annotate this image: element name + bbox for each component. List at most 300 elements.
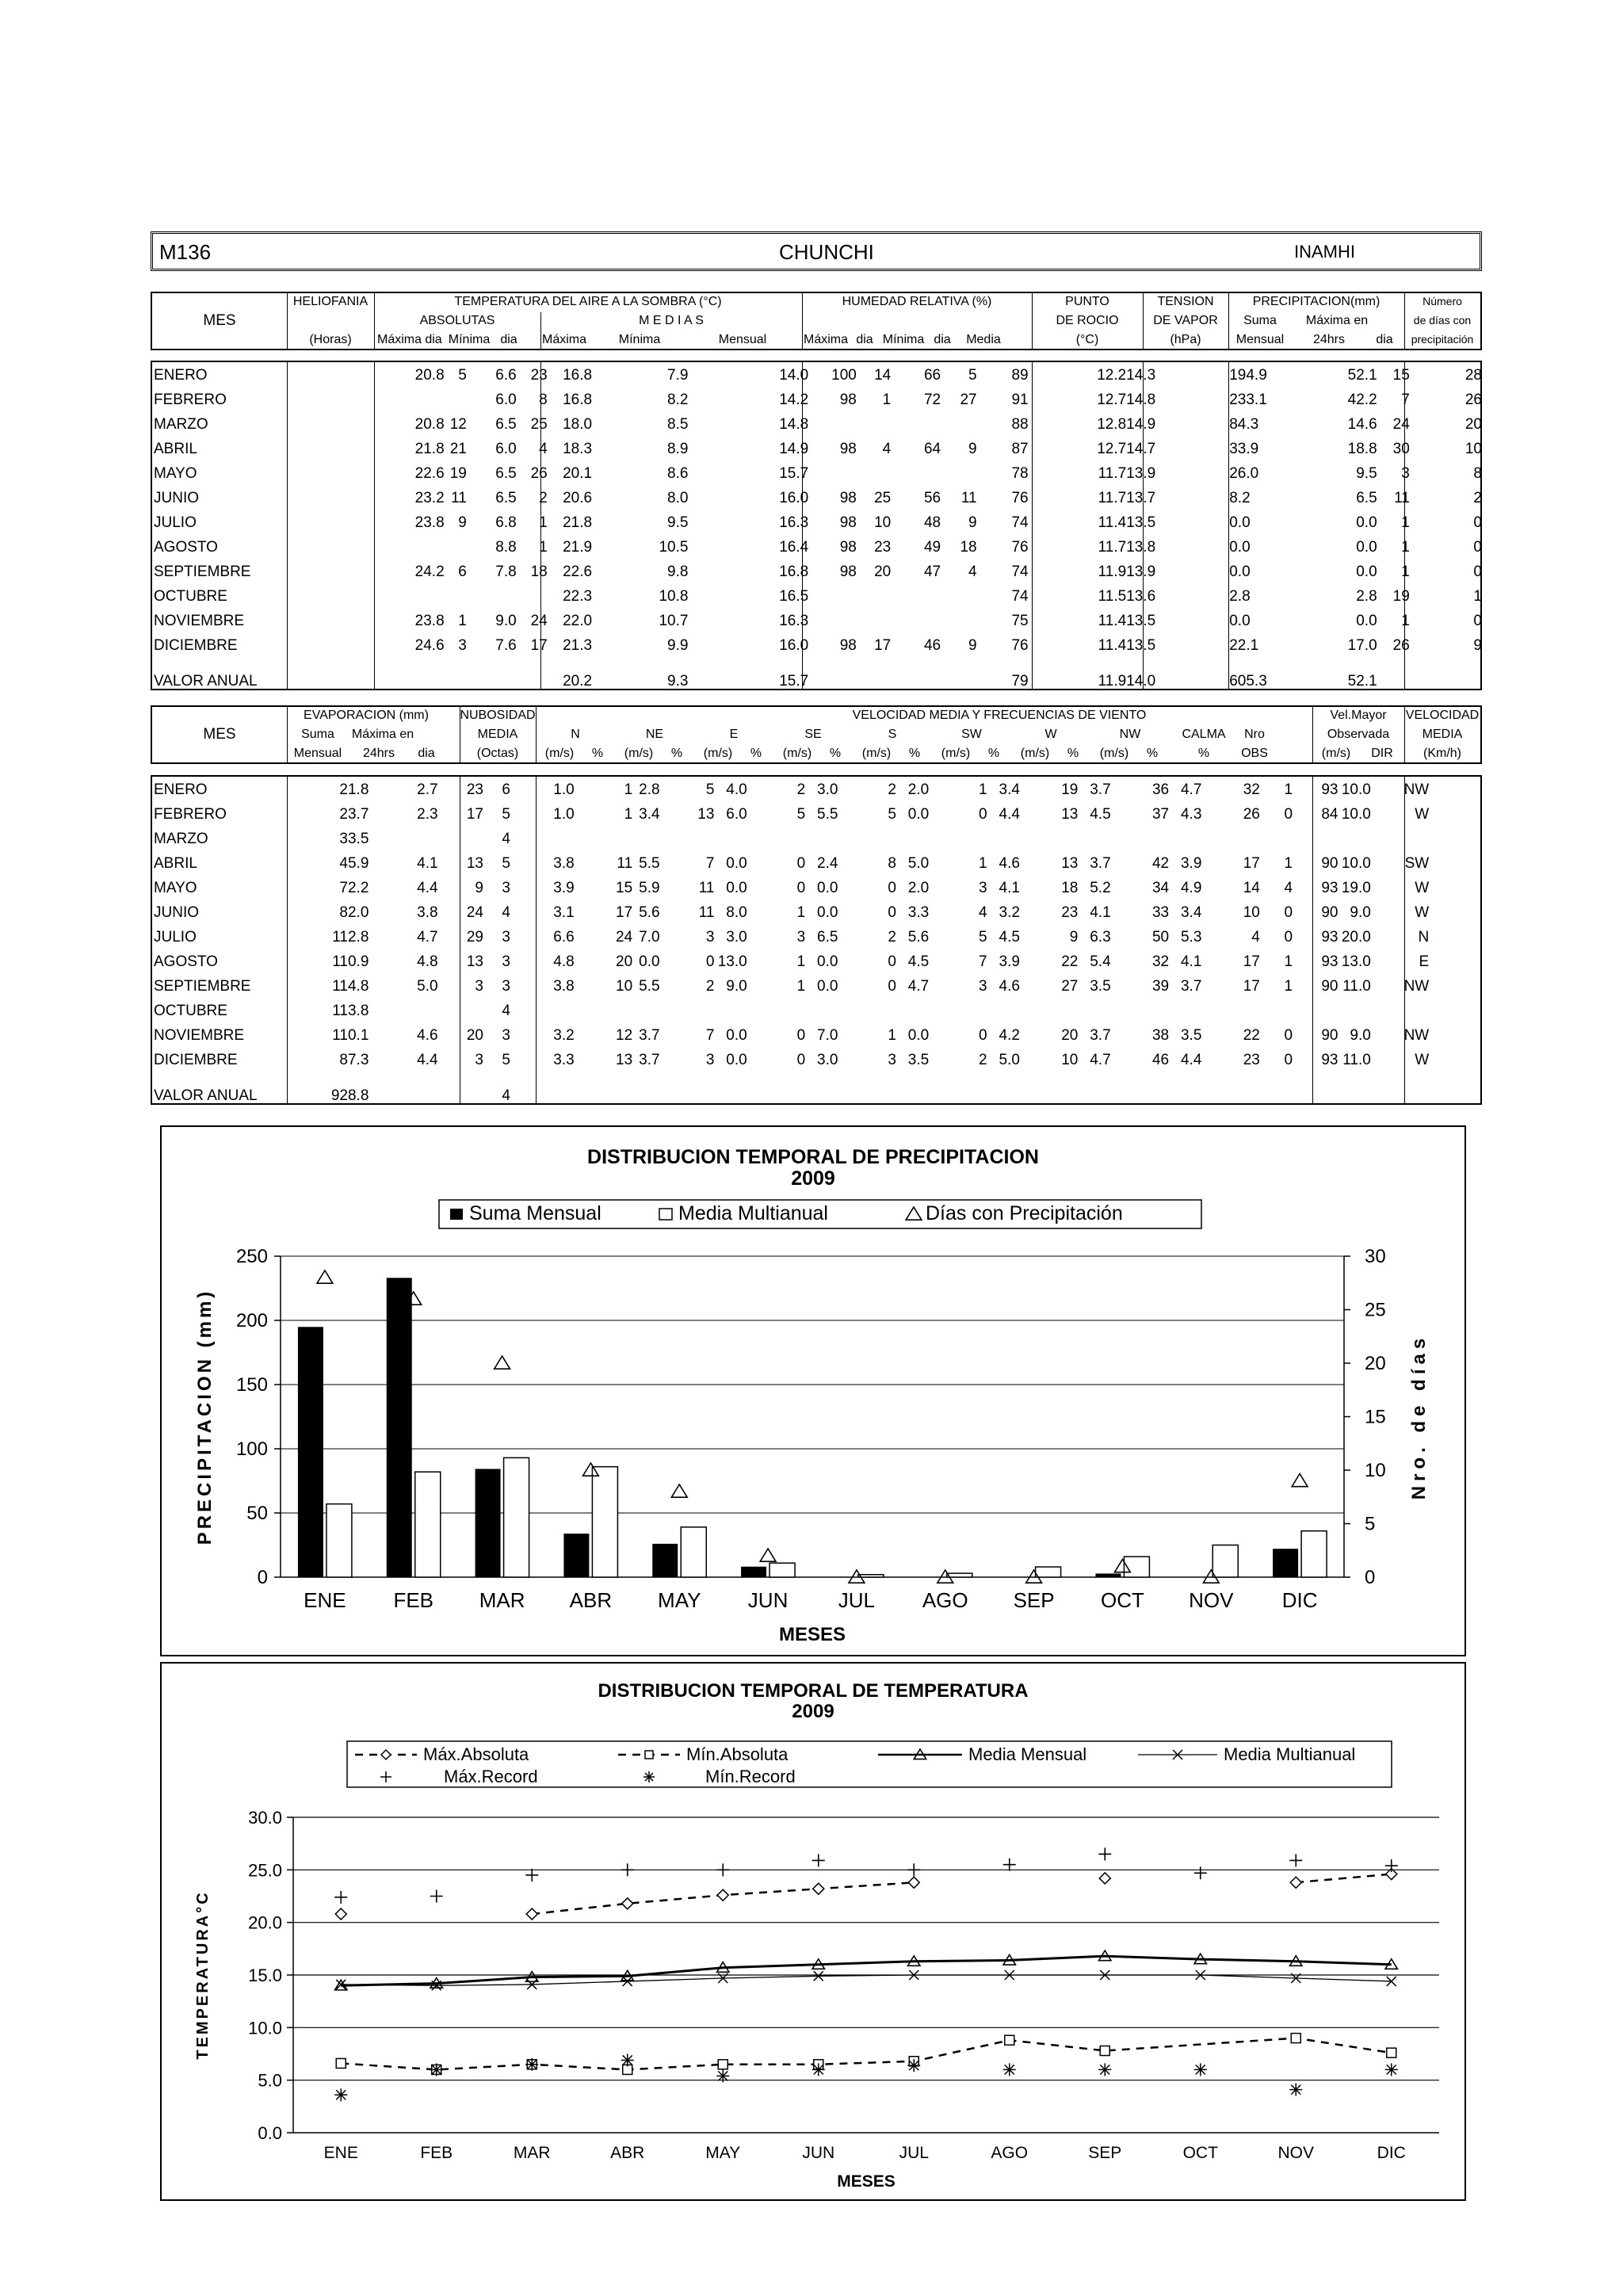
- cell: [1371, 1072, 1429, 1105]
- cell: 32: [1243, 781, 1260, 798]
- th: MEDIA: [1422, 728, 1463, 741]
- th: %: [987, 747, 1000, 760]
- cell: 1: [1401, 563, 1410, 580]
- cell: 4.9: [1180, 879, 1202, 896]
- cell: [438, 1072, 483, 1105]
- cell: 23: [530, 366, 548, 384]
- wind-dir-header: NE: [645, 728, 664, 741]
- cell: [808, 609, 857, 633]
- x-tick-label: MAY: [658, 1588, 701, 1612]
- cell: [391, 584, 444, 609]
- cell: 0.0: [726, 854, 747, 872]
- cell: [929, 1072, 987, 1105]
- cell: [805, 1072, 838, 1105]
- cell: [296, 363, 391, 388]
- th: Máxima en: [1305, 314, 1369, 327]
- cell: 22.6: [563, 563, 593, 580]
- cell: 98: [839, 636, 857, 654]
- x-tick-label: JUL: [899, 2144, 929, 2162]
- cell: 13: [1061, 854, 1079, 872]
- cell: [575, 999, 632, 1023]
- spacer: [1148, 510, 1229, 535]
- cell: 3.5: [907, 1051, 930, 1068]
- table-row: [151, 851, 1482, 876]
- cell: 18: [530, 563, 548, 580]
- cell: 4.1: [999, 879, 1020, 896]
- cell: 17: [1243, 953, 1260, 970]
- legend-label: Días con Precipitación: [926, 1202, 1123, 1224]
- cell: 3: [979, 977, 987, 995]
- cell: [1429, 999, 1482, 1023]
- th: Mensual: [718, 333, 767, 346]
- marker-min-absoluta: [336, 2058, 346, 2068]
- cell: [1429, 1023, 1482, 1048]
- cell: [1169, 999, 1201, 1023]
- cell: 38: [1151, 1026, 1170, 1044]
- cell: [296, 584, 391, 609]
- cell: 15.7: [779, 464, 809, 482]
- cell: 7.8: [495, 563, 517, 580]
- cell: [296, 609, 391, 633]
- th: %: [591, 747, 604, 760]
- cell: 10: [874, 514, 892, 531]
- cell: [857, 461, 891, 486]
- x-tick-label: FEB: [420, 2144, 453, 2162]
- cell: 3.7: [639, 1026, 660, 1044]
- cell: 6.5: [495, 415, 517, 433]
- evap-header: EVAPORACION (mm): [304, 709, 429, 722]
- cell: 4.6: [999, 854, 1020, 872]
- cell: 11.9: [1098, 563, 1127, 580]
- cell: 20.8: [414, 415, 445, 433]
- bar-suma-mensual: [563, 1534, 589, 1577]
- cell: 0.0: [907, 805, 930, 823]
- cell: 23.8: [414, 514, 445, 531]
- cell: [747, 1072, 805, 1105]
- cell: 22: [1061, 953, 1079, 970]
- cell: [805, 827, 838, 851]
- y2-axis-label: Nro. de días: [1408, 1333, 1430, 1500]
- cell: 3.7: [1090, 1026, 1111, 1044]
- cell: 11.7: [1098, 538, 1127, 556]
- cell: 5: [502, 854, 510, 872]
- cell: 4.5: [1090, 805, 1111, 823]
- th: (Octas): [476, 747, 519, 760]
- bar-media-multianual: [1124, 1557, 1149, 1577]
- cell: 4.1: [1180, 953, 1202, 970]
- cell: 8: [539, 391, 548, 408]
- cell: 4.6: [417, 1026, 438, 1044]
- station-header: [151, 231, 1482, 271]
- marker-dias-precipitacion: [1292, 1474, 1308, 1487]
- cell: 0.0: [1356, 612, 1377, 629]
- x-tick-label: AGO: [991, 2144, 1029, 2162]
- cell: 3.9: [1180, 854, 1202, 872]
- cell: 17: [466, 805, 483, 823]
- cell: 4.7: [1090, 1051, 1111, 1068]
- th: Mensual: [293, 747, 342, 760]
- cell: 74: [1011, 563, 1029, 580]
- cell: 14: [874, 366, 892, 384]
- x-tick-label: ENE: [304, 1588, 346, 1612]
- cell: 13.6: [1126, 587, 1156, 605]
- cell: [369, 999, 437, 1023]
- cell: 9: [1069, 928, 1079, 946]
- chart-legend: [439, 1200, 1201, 1228]
- cell: 14.3: [1126, 366, 1156, 384]
- cell: 13.0: [1341, 953, 1371, 970]
- cell: [1111, 1072, 1169, 1105]
- cell: [891, 461, 941, 486]
- cell: NW: [1403, 781, 1430, 798]
- cell: 26.0: [1229, 464, 1259, 482]
- y2-tick-label: 10: [1365, 1460, 1386, 1481]
- cell: 114.8: [332, 977, 369, 995]
- cell: 1: [624, 805, 633, 823]
- cell: 14.6: [1347, 415, 1377, 433]
- marker-dias-precipitacion: [671, 1484, 687, 1497]
- wind-dir-header: NW: [1119, 728, 1141, 741]
- cell: [575, 827, 632, 851]
- cell: 3: [502, 879, 510, 896]
- table1: [151, 363, 1482, 690]
- cell: 0: [1284, 904, 1293, 921]
- cell: 18.3: [563, 440, 593, 457]
- cell: [296, 412, 391, 437]
- bar-media-multianual: [592, 1467, 617, 1577]
- bar-suma-mensual: [652, 1544, 678, 1577]
- th: (m/s): [624, 747, 654, 760]
- cell: 19: [449, 464, 467, 482]
- bar-media-multianual: [858, 1575, 884, 1577]
- cell: 3.5: [1180, 1026, 1202, 1044]
- cell: 9: [968, 440, 977, 457]
- cell: 0: [1284, 1051, 1293, 1068]
- cell: 1.0: [553, 805, 575, 823]
- wind-dir-header: SW: [961, 728, 982, 741]
- marker-min-absoluta: [718, 2060, 727, 2069]
- cell: 1: [796, 953, 806, 970]
- cell: 0: [979, 805, 987, 823]
- th: Máxima: [803, 333, 848, 346]
- cell: 9.3: [667, 673, 689, 690]
- cell: 5: [502, 1051, 510, 1068]
- cell: 1: [1284, 781, 1293, 798]
- cell: [1293, 1072, 1338, 1105]
- cell: 1: [888, 1026, 896, 1044]
- cell: 47: [923, 563, 941, 580]
- cell: 14.9: [779, 440, 809, 457]
- table-row: [151, 510, 1482, 535]
- cell: 98: [839, 489, 857, 506]
- chart-subtitle: 2009: [791, 1167, 835, 1190]
- cell: 11.0: [1342, 977, 1371, 995]
- x-tick-label: NOV: [1189, 1588, 1234, 1612]
- cell: 13.0: [717, 953, 747, 970]
- bar-media-multianual: [681, 1527, 706, 1577]
- cell: [1429, 827, 1482, 851]
- cell: 46: [923, 636, 941, 654]
- cell: 8.2: [667, 391, 689, 408]
- cell: 46: [1151, 1051, 1170, 1068]
- cell: 0.0: [817, 879, 838, 896]
- cell: [467, 584, 517, 609]
- cell: 93: [1321, 879, 1338, 896]
- cell: 6.8: [495, 514, 517, 531]
- cell: NW: [1403, 977, 1430, 995]
- bar-suma-mensual: [1273, 1549, 1298, 1577]
- cell: [891, 584, 941, 609]
- cell: 0.0: [726, 1026, 747, 1044]
- cell: 22.6: [414, 464, 445, 482]
- cell: 13: [697, 805, 715, 823]
- x-tick-label: JUL: [838, 1588, 876, 1612]
- cell: 1: [1401, 514, 1410, 531]
- y-tick-label: 250: [235, 1246, 268, 1267]
- row-label: JUNIO: [154, 904, 199, 921]
- th: precipitación: [1411, 333, 1474, 346]
- y-tick-label: 150: [235, 1374, 268, 1396]
- th: 24hrs: [1312, 333, 1346, 346]
- cell: 4: [502, 1002, 510, 1019]
- cell: 28: [1465, 366, 1482, 384]
- y2-tick-label: 25: [1365, 1299, 1386, 1321]
- cell: 1: [539, 538, 548, 556]
- cell: 2: [705, 977, 715, 995]
- cell: 20: [1061, 1026, 1079, 1044]
- cell: [1293, 999, 1338, 1023]
- helio-header: HELIOFANIA: [292, 295, 369, 308]
- table-row: [151, 363, 1482, 388]
- y-tick-label: 10.0: [248, 2018, 282, 2038]
- cell: 4: [882, 440, 892, 457]
- cell: [1078, 999, 1110, 1023]
- row-label: NOVIEMBRE: [154, 612, 245, 629]
- cell: [660, 827, 715, 851]
- cell: [1078, 827, 1110, 851]
- cell: 4: [502, 904, 510, 921]
- cell: 3.7: [1180, 977, 1202, 995]
- th: (hPa): [1170, 333, 1201, 346]
- x-tick-label: OCT: [1100, 1588, 1144, 1612]
- marker-dias-precipitacion: [317, 1270, 333, 1283]
- cell: 3: [705, 1051, 715, 1068]
- table-row: [151, 560, 1482, 584]
- medias-header: M E D I A S: [639, 314, 704, 327]
- cell: [1260, 999, 1293, 1023]
- cell: [296, 633, 391, 658]
- spacer: [1148, 437, 1229, 461]
- th: %: [1067, 747, 1079, 760]
- cell: [1429, 900, 1482, 925]
- cell: 3: [796, 928, 806, 946]
- x-tick-label: SEP: [1013, 1588, 1055, 1612]
- cell: 4.8: [417, 953, 438, 970]
- cell: [838, 1072, 896, 1105]
- spacer: [1148, 412, 1229, 437]
- cell: 3.7: [1090, 854, 1111, 872]
- x-tick-label: SEP: [1088, 2144, 1122, 2162]
- cell: 20: [616, 953, 633, 970]
- cell: 10.0: [1341, 854, 1371, 872]
- cell: 2: [888, 928, 896, 946]
- cell: 1: [979, 781, 987, 798]
- cell: 7: [705, 1026, 715, 1044]
- cell: 5.6: [907, 928, 930, 946]
- cell: 21.8: [414, 440, 445, 457]
- x-tick-label: DIC: [1377, 2144, 1406, 2162]
- th: Número: [1423, 295, 1462, 308]
- cell: 24.6: [414, 636, 445, 654]
- cell: 3: [979, 879, 987, 896]
- cell: 110.9: [332, 953, 369, 970]
- bar-suma-mensual: [298, 1327, 323, 1577]
- cell: 6.6: [553, 928, 575, 946]
- y-tick-label: 5.0: [258, 2070, 282, 2091]
- th: dia: [425, 333, 442, 346]
- th: (m/s): [1020, 747, 1050, 760]
- cell: [1260, 1072, 1293, 1105]
- cell: 19: [1392, 587, 1410, 605]
- cell: 4.4: [417, 879, 438, 896]
- row-label: MAYO: [154, 879, 197, 896]
- cell: 11: [451, 489, 467, 506]
- cell: 11.9: [1098, 673, 1127, 690]
- cell: 23: [874, 538, 892, 556]
- y2-tick-label: 5: [1365, 1513, 1376, 1535]
- cell: 0.0: [817, 904, 838, 921]
- cell: [857, 584, 891, 609]
- cell: 6.5: [1356, 489, 1377, 506]
- cell: 3.3: [553, 1051, 575, 1068]
- cell: 4.7: [1180, 781, 1202, 798]
- cell: [1020, 999, 1078, 1023]
- th: (m/s): [1321, 747, 1351, 760]
- cell: [1293, 827, 1338, 851]
- cell: 3.9: [999, 953, 1020, 970]
- cell: 9: [475, 879, 483, 896]
- cell: 3: [475, 977, 483, 995]
- cell: 1: [458, 612, 467, 629]
- cell: 11.4: [1098, 514, 1127, 531]
- cell: 2.8: [1356, 587, 1377, 605]
- abs-header: ABSOLUTAS: [419, 314, 495, 327]
- cell: 233.1: [1229, 391, 1267, 408]
- cell: 14.9: [1126, 415, 1156, 433]
- cell: 2.0: [907, 879, 930, 896]
- row-label: ABRIL: [154, 854, 197, 872]
- cell: 5: [888, 805, 896, 823]
- legend-label: Suma Mensual: [469, 1202, 601, 1224]
- table-row: [151, 949, 1482, 974]
- cell: 74: [1011, 514, 1029, 531]
- cell: 1: [1473, 587, 1482, 605]
- cell: 49: [923, 538, 941, 556]
- cell: 76: [1011, 489, 1029, 506]
- th: Vel.Mayor: [1330, 709, 1387, 722]
- cell: 48: [923, 514, 941, 531]
- wind-dir-header: E: [729, 728, 739, 741]
- cell: 3.4: [1180, 904, 1202, 921]
- cell: 2.7: [417, 781, 438, 798]
- cell: 24.2: [414, 563, 445, 580]
- cell: [1429, 1048, 1482, 1072]
- cell: 8.8: [495, 538, 517, 556]
- cell: E: [1419, 953, 1430, 970]
- cell: 22.1: [1229, 636, 1259, 654]
- y-tick-label: 100: [235, 1438, 268, 1460]
- spacer: [1148, 584, 1229, 609]
- marker-min-absoluta: [1100, 2046, 1109, 2056]
- cell: 93: [1321, 1051, 1338, 1068]
- row-label: JULIO: [154, 928, 197, 946]
- cell: 5: [502, 805, 510, 823]
- cell: 5.5: [817, 805, 838, 823]
- cell: 3.8: [417, 904, 438, 921]
- cell: 8: [888, 854, 896, 872]
- y2-tick-label: 30: [1365, 1246, 1386, 1267]
- cell: 17: [530, 636, 548, 654]
- cell: [296, 510, 391, 535]
- cell: 0: [1473, 514, 1482, 531]
- mes-header: MES: [203, 726, 236, 743]
- cell: [632, 827, 659, 851]
- cell: 9.5: [667, 514, 689, 531]
- th: TENSION: [1157, 295, 1214, 308]
- cell: 13.5: [1126, 514, 1156, 531]
- chart-legend: [347, 1741, 1392, 1787]
- cell: 0: [888, 904, 896, 921]
- cell: 4.5: [907, 953, 930, 970]
- table2: [151, 777, 1482, 1105]
- cell: 15: [1392, 366, 1410, 384]
- wind-dir-header: SE: [804, 728, 822, 741]
- table-row: [151, 876, 1482, 900]
- table-row: [151, 388, 1482, 412]
- cell: [891, 412, 941, 437]
- x-axis-label: MESES: [778, 1624, 846, 1645]
- cell: 11: [617, 854, 633, 872]
- cell: 5.9: [639, 879, 660, 896]
- cell: 17: [874, 636, 892, 654]
- cell: [1111, 999, 1169, 1023]
- x-tick-label: AGO: [922, 1588, 968, 1612]
- bar-suma-mensual: [387, 1278, 412, 1577]
- th: %: [750, 747, 762, 760]
- cell: 6: [458, 563, 467, 580]
- cell: 3.4: [639, 805, 660, 823]
- cell: 9: [1473, 636, 1482, 654]
- cell: 17: [616, 904, 633, 921]
- cell: 0.0: [726, 1051, 747, 1068]
- cell: 88: [1011, 415, 1029, 433]
- cell: 16.8: [779, 563, 809, 580]
- legend-label: Mín.Record: [705, 1767, 796, 1786]
- th: VELOCIDAD: [1405, 709, 1480, 722]
- cell: 79: [1011, 673, 1029, 690]
- cell: 21.8: [563, 514, 593, 531]
- cell: 0.0: [1229, 514, 1251, 531]
- cell: 0: [888, 879, 896, 896]
- cell: [1260, 827, 1293, 851]
- cell: 11.4: [1098, 612, 1127, 629]
- th: Suma: [301, 728, 334, 741]
- cell: 4.8: [553, 953, 575, 970]
- cell: [941, 461, 977, 486]
- cell: [632, 999, 659, 1023]
- cell: 11.0: [1342, 1051, 1371, 1068]
- cell: [660, 1072, 715, 1105]
